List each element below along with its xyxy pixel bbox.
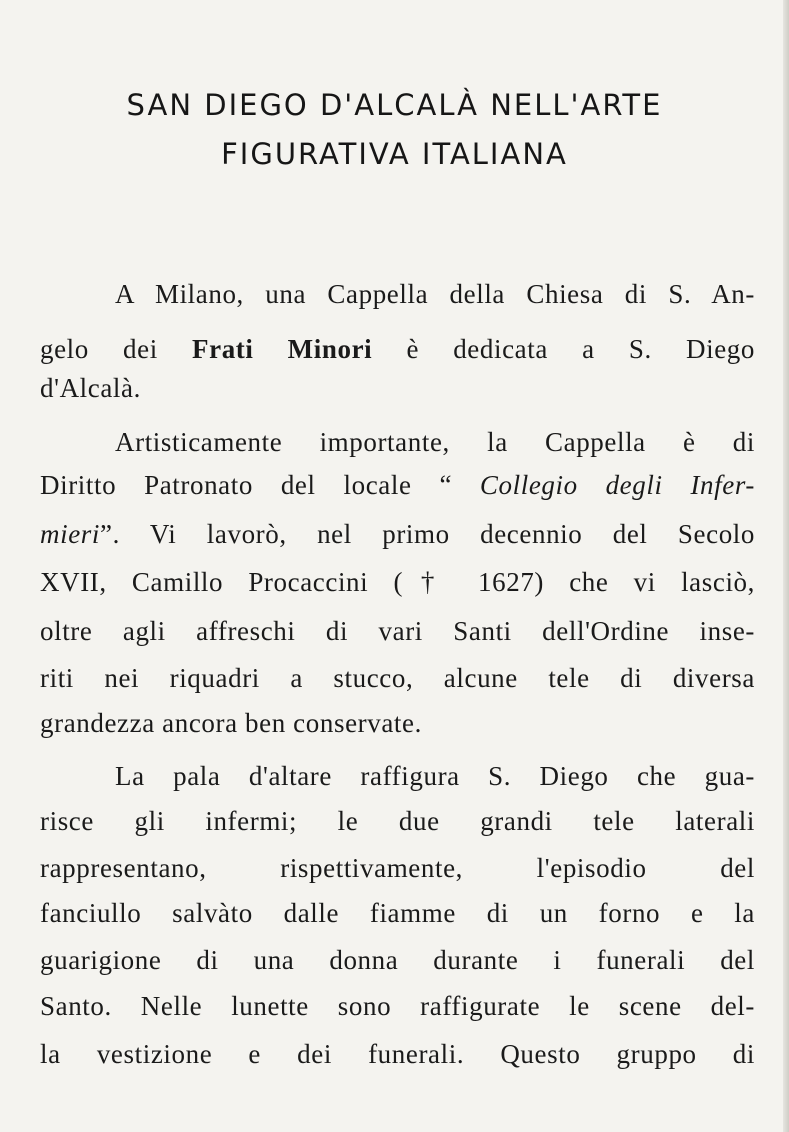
text-line: oltre agli affreschi di vari Santi dell'Ordine inse- <box>40 616 755 646</box>
text-line <box>40 515 755 553</box>
text-span: gelo dei <box>40 334 193 364</box>
bold-span: Frati Minori <box>192 334 373 364</box>
page-title-line-1: SAN DIEGO D'ALCALÀ NELL'ARTE <box>126 88 663 122</box>
text-line: grandezza ancora ben conservate. <box>40 708 422 738</box>
text-line <box>40 330 755 368</box>
text-line: Santo. Nelle lunette sono raffigurate le scene del- <box>40 991 755 1021</box>
text-line: XVII, Camillo Procaccini († 1627) che vi lasciò, <box>40 567 755 597</box>
text-line: La pala d'altare raffigura S. Diego che gua- <box>115 761 755 791</box>
text-line: Artisticamente importante, la Cappella è di <box>115 427 755 457</box>
text-line: riti nei riquadri a stucco, alcune tele di diversa <box>40 663 755 693</box>
text-line: rappresentano, rispettivamente, l'episodio del <box>40 853 755 883</box>
text-span: ”. Vi lavorò, nel primo decennio del Secolo <box>100 519 755 549</box>
page-title-line-2: FIGURATIVA ITALIANA <box>221 137 568 171</box>
text-line: risce gli infermi; le due grandi tele laterali <box>40 806 755 836</box>
text-span: Diritto Patronato del locale “ <box>40 470 480 500</box>
text-span: è dedicata a S. Diego <box>372 334 756 364</box>
text-line: A Milano, una Cappella della Chiesa di S. An- <box>115 279 755 309</box>
text-line: fanciullo salvàto dalle fiamme di un forno e la <box>40 898 755 928</box>
italic-span: Collegio degli Infer- <box>479 470 755 500</box>
text-line: la vestizione e dei funerali. Questo gruppo di <box>40 1039 755 1069</box>
text-line <box>40 466 755 504</box>
italic-span: mieri <box>40 519 100 549</box>
text-line: guarigione di una donna durante i funerali del <box>40 945 755 975</box>
text-line: d'Alcalà. <box>40 373 141 403</box>
